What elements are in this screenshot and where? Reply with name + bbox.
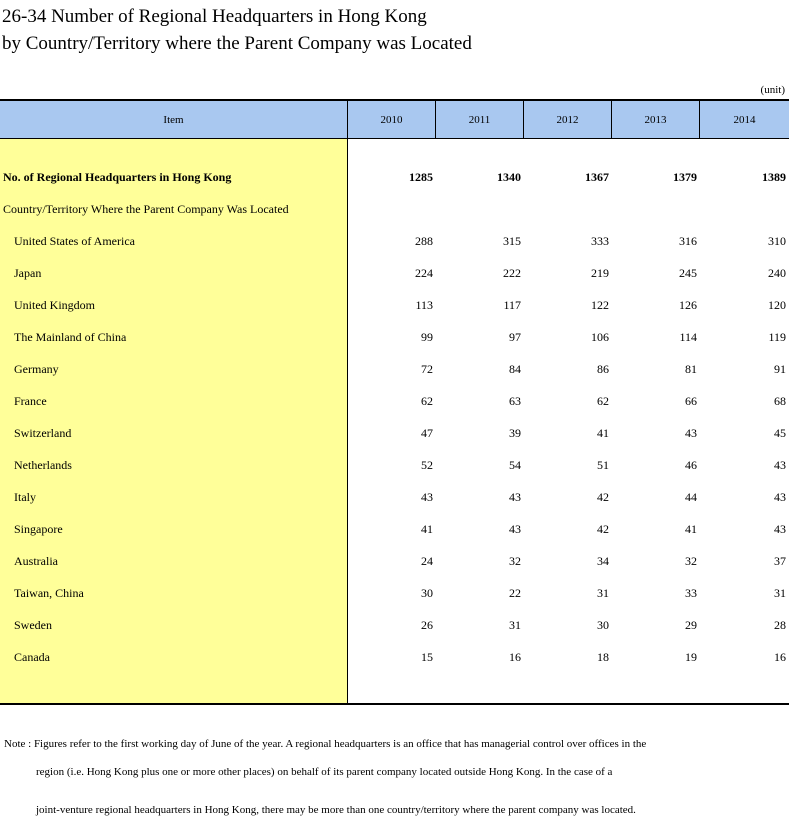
cell-value: 72: [421, 362, 433, 376]
section-header-row: [0, 193, 789, 225]
cell-value: 120: [768, 298, 786, 312]
cell-value: 245: [679, 266, 697, 280]
cell-value: 84: [509, 362, 521, 376]
cell-value: 32: [685, 554, 697, 568]
cell-value: 81: [685, 362, 697, 376]
cell-value: 28: [774, 618, 786, 632]
cell-value: 62: [421, 394, 433, 408]
cell-value: 68: [774, 394, 786, 408]
footnote-line: region (i.e. Hong Kong plus one or more other places) on behalf of its parent company located outside Hong Kong. In the case of a: [36, 766, 613, 778]
cell-value: 15: [421, 650, 433, 664]
row-label: Japan: [14, 266, 42, 280]
cell-value: 41: [597, 426, 609, 440]
table-row: [0, 417, 789, 449]
cell-value: 114: [679, 330, 697, 344]
row-label: Italy: [14, 490, 36, 504]
cell-value: 126: [679, 298, 697, 312]
table-row: [0, 449, 789, 481]
cell-value: 18: [597, 650, 609, 664]
row-label: No. of Regional Headquarters in Hong Kong: [3, 170, 232, 184]
cell-value: 51: [597, 458, 609, 472]
cell-value: 32: [509, 554, 521, 568]
cell-value: 240: [768, 266, 786, 280]
cell-value: 33: [685, 586, 697, 600]
cell-value: 91: [774, 362, 786, 376]
row-label: France: [14, 394, 47, 408]
data-table: [0, 99, 789, 705]
cell-value: 310: [768, 234, 786, 248]
row-label: Netherlands: [14, 458, 72, 472]
cell-value: 31: [509, 618, 521, 632]
total-row: [0, 161, 789, 193]
page-title: 26-34 Number of Regional Headquarters in Hong Kong: [2, 6, 427, 27]
cell-value: 86: [597, 362, 609, 376]
cell-value: 41: [421, 522, 433, 536]
cell-value: 99: [421, 330, 433, 344]
cell-value: 333: [591, 234, 609, 248]
table-bottom-rule: [0, 703, 789, 705]
cell-value: 19: [685, 650, 697, 664]
cell-value: 106: [591, 330, 609, 344]
table-row: [0, 641, 789, 673]
cell-value: 52: [421, 458, 433, 472]
cell-value: 122: [591, 298, 609, 312]
cell-value: 43: [509, 490, 521, 504]
cell-value: 31: [597, 586, 609, 600]
cell-value: 47: [421, 426, 433, 440]
unit-label: (unit): [760, 84, 785, 96]
row-label: Taiwan, China: [14, 586, 84, 600]
cell-value: 54: [509, 458, 521, 472]
cell-value: 224: [415, 266, 433, 280]
header-year: 2010: [348, 101, 436, 139]
cell-value: 119: [768, 330, 786, 344]
table-row: [0, 257, 789, 289]
cell-value: 1389: [762, 170, 786, 184]
header-year: 2012: [524, 101, 612, 139]
row-label: Germany: [14, 362, 59, 376]
cell-value: 113: [415, 298, 433, 312]
table-row: [0, 321, 789, 353]
cell-value: 1285: [409, 170, 433, 184]
cell-value: 1340: [497, 170, 521, 184]
cell-value: 24: [421, 554, 433, 568]
cell-value: 30: [597, 618, 609, 632]
cell-value: 34: [597, 554, 609, 568]
table-row: [0, 225, 789, 257]
cell-value: 29: [685, 618, 697, 632]
table-row: [0, 481, 789, 513]
page-subtitle: by Country/Territory where the Parent Company was Located: [2, 33, 472, 54]
cell-value: 315: [503, 234, 521, 248]
footnote-line: Note : Figures refer to the first working day of June of the year. A regional headquarters is an office that has managerial control over offices in the: [4, 738, 647, 750]
header-year: 2011: [436, 101, 524, 139]
cell-value: 316: [679, 234, 697, 248]
cell-value: 30: [421, 586, 433, 600]
header-year: 2013: [612, 101, 700, 139]
cell-value: 62: [597, 394, 609, 408]
cell-value: 63: [509, 394, 521, 408]
cell-value: 16: [774, 650, 786, 664]
cell-value: 37: [774, 554, 786, 568]
cell-value: 43: [421, 490, 433, 504]
table-row: [0, 353, 789, 385]
cell-value: 66: [685, 394, 697, 408]
footnote-line: joint-venture regional headquarters in Hong Kong, there may be more than one country/territory where the parent company was located.: [36, 804, 636, 816]
cell-value: 97: [509, 330, 521, 344]
row-label: United States of America: [14, 234, 135, 248]
cell-value: 43: [509, 522, 521, 536]
cell-value: 31: [774, 586, 786, 600]
cell-value: 43: [774, 522, 786, 536]
cell-value: 46: [685, 458, 697, 472]
cell-value: 1367: [585, 170, 609, 184]
row-label: Australia: [14, 554, 58, 568]
header-year: 2014: [733, 114, 756, 126]
cell-value: 22: [509, 586, 521, 600]
cell-value: 43: [685, 426, 697, 440]
table-row: [0, 609, 789, 641]
table-row: [0, 385, 789, 417]
cell-value: 222: [503, 266, 521, 280]
cell-value: 26: [421, 618, 433, 632]
cell-value: 16: [509, 650, 521, 664]
row-label: Sweden: [14, 618, 52, 632]
table-row: [0, 577, 789, 609]
cell-value: 1379: [673, 170, 697, 184]
table-row: [0, 545, 789, 577]
cell-value: 42: [597, 490, 609, 504]
table-header: [0, 99, 789, 139]
row-label: United Kingdom: [14, 298, 95, 312]
cell-value: 43: [774, 490, 786, 504]
cell-value: 288: [415, 234, 433, 248]
table-row: [0, 289, 789, 321]
cell-value: 42: [597, 522, 609, 536]
cell-value: 45: [774, 426, 786, 440]
header-item: Item: [0, 101, 348, 139]
cell-value: 43: [774, 458, 786, 472]
table-row: [0, 513, 789, 545]
cell-value: 117: [503, 298, 521, 312]
cell-value: 39: [509, 426, 521, 440]
cell-value: 44: [685, 490, 697, 504]
section-label: Country/Territory Where the Parent Company Was Located: [3, 202, 289, 216]
row-label: Switzerland: [14, 426, 72, 440]
row-label: Singapore: [14, 522, 63, 536]
cell-value: 41: [685, 522, 697, 536]
cell-value: 219: [591, 266, 609, 280]
row-label: The Mainland of China: [14, 330, 127, 344]
row-label: Canada: [14, 650, 50, 664]
